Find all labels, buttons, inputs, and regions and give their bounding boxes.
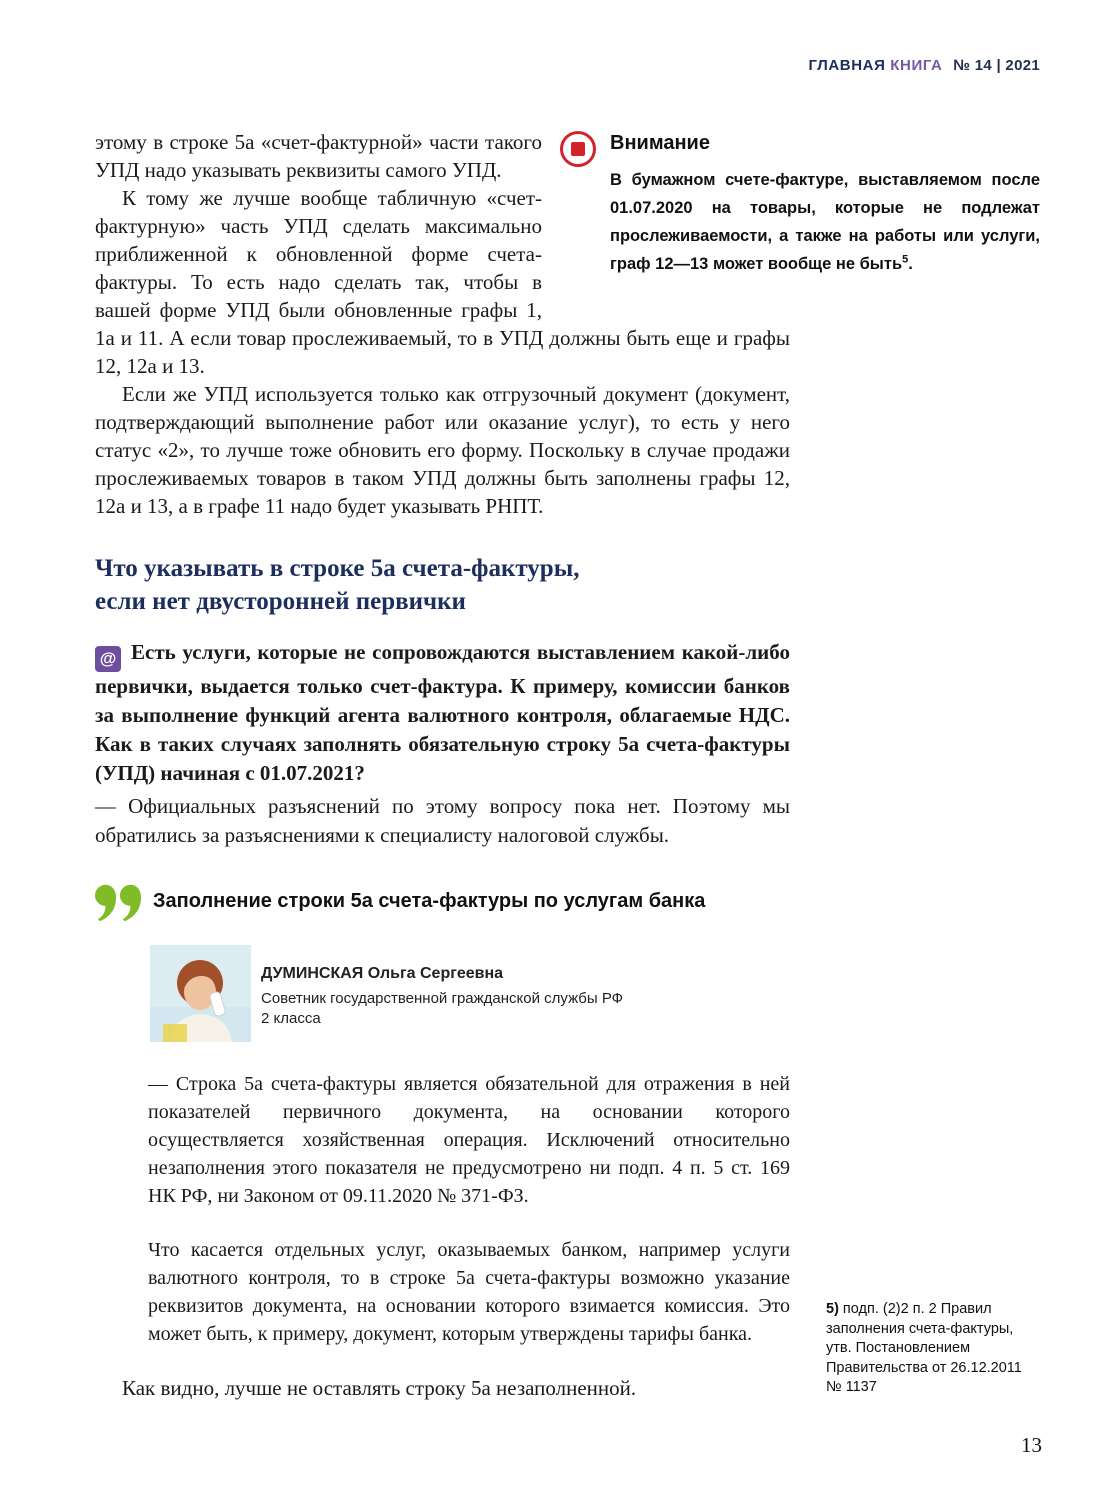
expert-title-line: 2 класса — [261, 1010, 321, 1027]
footnote-reference: 5 — [902, 253, 909, 266]
attention-title: Внимание — [610, 132, 710, 154]
expert-name: ДУМИНСКАЯ Ольга Сергеевна — [261, 965, 504, 982]
issue-number: № 14 | 2021 — [953, 57, 1040, 74]
attention-callout — [560, 128, 1040, 286]
page-header — [809, 57, 1040, 74]
footnote-marker: 5) — [826, 1301, 839, 1317]
section-heading-line: если нет двусторонней первички — [95, 588, 466, 615]
closing-remark: Как видно, лучше не оставлять строку 5а незаполненной. — [122, 1376, 637, 1400]
expert-answer — [148, 1070, 790, 1348]
section-heading — [95, 552, 790, 618]
intro-paragraph: К тому же лучше вообще табличную «счет-фактурную» часть УПД сделать максимально приближенной к обновленной форме счета-фактуры. То есть надо сделать так, чтобы в вашей форме УПД были обновленные графы 1, 1а и 11. А если товар прослеживаемый, то в УПД должны быть еще и графы 12, 12а и 13. — [95, 186, 790, 378]
attention-icon — [560, 131, 596, 167]
reader-question — [95, 638, 790, 788]
question-text: Есть услуги, которые не сопровождаются выставлением какой-либо первички, выдается только счет-фактура. К примеру, комиссии банков за выполнение функций агента валютного контроля, облагаемые НДС. Как в таких случаях заполнять обязательную строку 5а счета-фактуры (УПД) начиная с 01.07.2021? — [95, 640, 790, 785]
intro-paragraph: этому в строке 5а «счет-фактурной» части такого УПД надо указывать реквизиты самого УПД. — [95, 130, 542, 182]
expert-title-line: Советник государственной гражданской службы РФ — [261, 990, 624, 1007]
expert-quote-header — [95, 882, 790, 927]
brand-accent: КНИГА — [890, 57, 943, 74]
quote-icon — [95, 884, 141, 927]
margin-footnote — [826, 1300, 1040, 1398]
expert-card — [150, 945, 790, 1042]
expert-quote-title: Заполнение строки 5а счета-фактуры по услугам банка — [153, 890, 706, 912]
editorial-answer: — Официальных разъяснений по этому вопросу пока нет. Поэтому мы обратились за разъяснениями к специалисту налоговой службы. — [95, 794, 790, 847]
page-number: 13 — [1021, 1433, 1042, 1457]
expert-paragraph: — Строка 5а счета-фактуры является обязательной для отражения в ней показателей первичного документа, на основании которого осуществляется хозяйственная операция. Исключений относительно незаполнения этого показателя не предусмотрено ни подп. 4 п. 5 ст. 169 НК РФ, ни Законом от 09.11.2020 № 371-ФЗ. — [148, 1073, 790, 1207]
expert-paragraph: Что касается отдельных услуг, оказываемых банком, например услуги валютного контроля, то в строке 5а счета-фактуры возможно указание реквизитов документа, на основании которого взимается комиссия. Это может быть, к примеру, документ, которым утверждены тарифы банка. — [148, 1239, 790, 1345]
intro-paragraph: Если же УПД используется только как отгрузочный документ (документ, подтверждающий выполнение работ или оказание услуг), то есть у него статус «2», то лучше тоже обновить его форму. Поскольку в случае продажи прослеживаемых товаров в таком УПД должны быть заполнены графы 12, 12а и 13, а в графе 11 надо будет указывать РНПТ. — [95, 382, 790, 518]
expert-photo — [150, 945, 251, 1042]
brand-main: ГЛАВНАЯ — [808, 57, 886, 74]
at-icon: @ — [95, 646, 121, 672]
section-heading-line: Что указывать в строке 5а счета-фактуры, — [95, 555, 580, 582]
footnote-text: подп. (2)2 п. 2 Правил заполнения счета-фактуры, утв. Постановлением Правительства от 26.12.2011 № 1137 — [826, 1301, 1022, 1395]
attention-text: В бумажном счете-фактуре, выставляемом после 01.07.2020 на товары, которые не подлежат прослеживаемости, а также на работы или услуги, граф 12—13 может вообще не быть$^5$. — [610, 171, 1040, 273]
